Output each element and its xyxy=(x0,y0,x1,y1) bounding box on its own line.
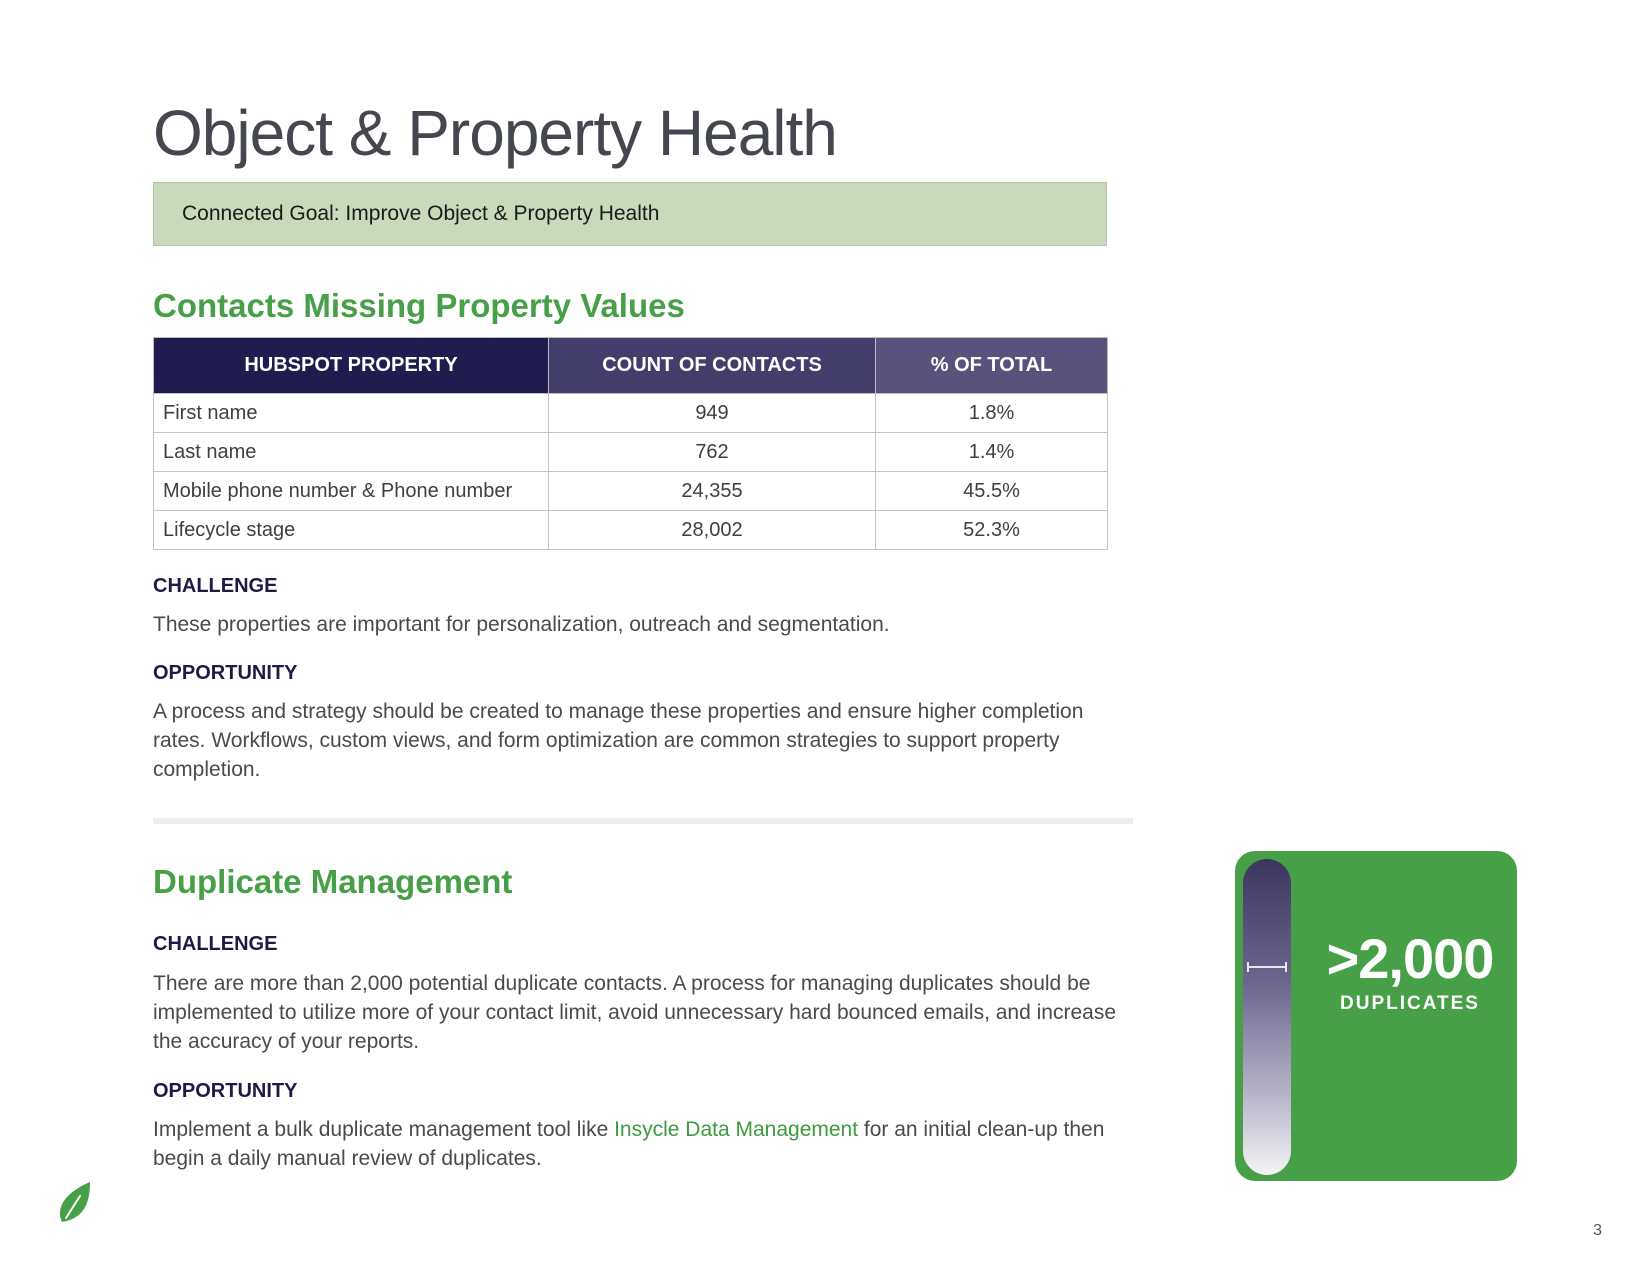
opportunity-text-end: for an initial clean-up then begin a daily manual review of duplicates. xyxy=(153,1118,1105,1170)
cell-count: 762 xyxy=(549,433,876,472)
duplicate-challenge-text: There are more than 2,000 potential duplicate contacts. A process for managing duplicates should be implemented to utilize more of your contact limit, avoid unnecessary hard bounced emails, and increase the accuracy of your reports. xyxy=(153,972,1116,1053)
cell-property: First name xyxy=(154,394,549,433)
duplicate-opportunity-label: OPPORTUNITY xyxy=(153,1080,298,1102)
column-header-percent: % OF TOTAL xyxy=(876,338,1108,394)
thermometer-icon xyxy=(1243,859,1291,1175)
thermometer-marker xyxy=(1247,962,1287,972)
contacts-opportunity-text: A process and strategy should be created to manage these properties and ensure higher completion rates. Workflows, custom views, and form optimization are common strategies to support property completion. xyxy=(153,700,1084,781)
cell-count: 949 xyxy=(549,394,876,433)
duplicate-opportunity-text xyxy=(153,1115,1133,1173)
contacts-challenge-label: CHALLENGE xyxy=(153,575,278,597)
cell-property: Lifecycle stage xyxy=(154,511,549,550)
column-header-count: COUNT OF CONTACTS xyxy=(549,338,876,394)
contacts-section-heading: Contacts Missing Property Values xyxy=(153,287,685,324)
page-number: 3 xyxy=(1593,1222,1602,1239)
table-row xyxy=(154,433,1108,472)
cell-percent: 45.5% xyxy=(876,472,1108,511)
duplicates-caption: DUPLICATES xyxy=(1340,993,1480,1014)
section-divider xyxy=(153,818,1133,824)
opportunity-text-start: Implement a bulk duplicate management tool like xyxy=(153,1118,615,1141)
contacts-opportunity-label: OPPORTUNITY xyxy=(153,662,298,684)
leaf-icon xyxy=(56,1180,92,1224)
cell-property: Last name xyxy=(154,433,549,472)
cell-percent: 52.3% xyxy=(876,511,1108,550)
duplicate-challenge-label: CHALLENGE xyxy=(153,933,278,955)
table-header-row xyxy=(154,338,1108,394)
cell-count: 28,002 xyxy=(549,511,876,550)
duplicate-section-heading: Duplicate Management xyxy=(153,863,513,900)
page-title: Object & Property Health xyxy=(153,97,837,169)
table-row xyxy=(154,472,1108,511)
table-row xyxy=(154,394,1108,433)
cell-percent: 1.8% xyxy=(876,394,1108,433)
table-row xyxy=(154,511,1108,550)
cell-property: Mobile phone number & Phone number xyxy=(154,472,549,511)
duplicates-value: >2,000 xyxy=(1326,927,1494,990)
contacts-challenge-text: These properties are important for personalization, outreach and segmentation. xyxy=(153,613,890,636)
missing-properties-table xyxy=(153,337,1108,550)
column-header-property: HUBSPOT PROPERTY xyxy=(154,338,549,394)
duplicates-stat-card xyxy=(1235,851,1517,1181)
goal-banner: Connected Goal: Improve Object & Property Health xyxy=(153,182,1107,246)
insycle-link[interactable]: Insycle Data Management xyxy=(614,1118,859,1141)
cell-count: 24,355 xyxy=(549,472,876,511)
cell-percent: 1.4% xyxy=(876,433,1108,472)
